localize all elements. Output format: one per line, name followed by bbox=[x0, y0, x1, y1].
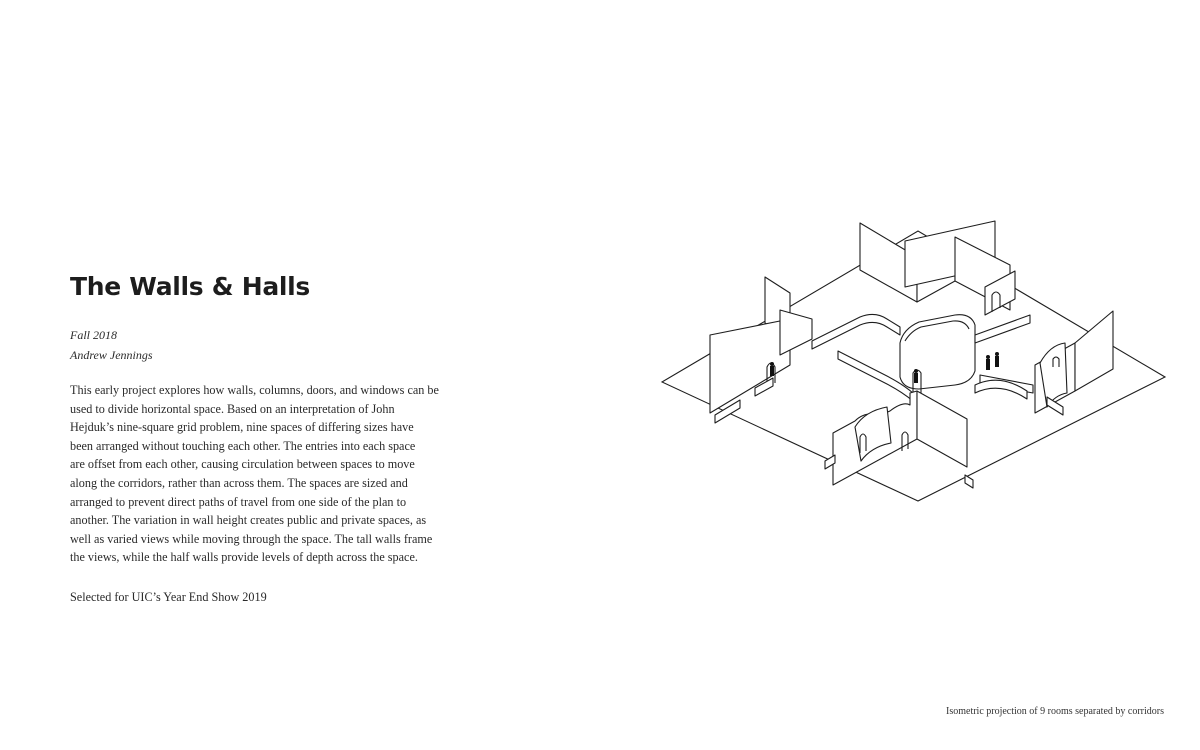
description-line: arranged to prevent direct paths of travel from one side of the plan to bbox=[70, 494, 407, 509]
page-title: The Walls & Halls bbox=[70, 272, 311, 301]
half-wall bbox=[975, 315, 1030, 343]
description-line: along the corridors, rather than across them. The spaces are sized and bbox=[70, 475, 408, 490]
project-meta bbox=[70, 325, 153, 365]
project-term: Fall 2018 bbox=[70, 328, 117, 342]
description-line: another. The variation in wall height creates public and private spaces, as bbox=[70, 513, 427, 528]
description-line: the views, while the half walls provide levels of depth across the space. bbox=[70, 550, 418, 565]
person-figure bbox=[914, 369, 918, 383]
figure-caption: Isometric projection of 9 rooms separated by corridors bbox=[946, 706, 1164, 717]
description-line: used to divide horizontal space. Based on an interpretation of John bbox=[70, 401, 395, 416]
exhibition-note: Selected for UIC’s Year End Show 2019 bbox=[70, 590, 267, 604]
project-description bbox=[70, 381, 460, 567]
tall-wall bbox=[710, 319, 790, 413]
description-line: Hejduk’s nine-square grid problem, nine spaces of differing sizes have bbox=[70, 420, 414, 435]
project-author: Andrew Jennings bbox=[70, 348, 153, 362]
description-line: are offset from each other, causing circulation between spaces to move bbox=[70, 457, 415, 472]
description-line: been arranged without touching each other. The entries into each space bbox=[70, 438, 416, 453]
tall-wall bbox=[780, 310, 812, 355]
description-line: well as varied views while moving through the space. The tall walls frame bbox=[70, 531, 433, 546]
half-wall bbox=[965, 475, 973, 488]
isometric-drawing bbox=[655, 215, 1175, 505]
curved-half-wall bbox=[812, 314, 900, 349]
central-block bbox=[900, 315, 975, 389]
tall-wall bbox=[917, 391, 967, 467]
description-line: This early project explores how walls, columns, doors, and windows can be bbox=[70, 383, 439, 397]
person-figure bbox=[986, 355, 990, 370]
person-figure bbox=[995, 352, 999, 367]
person-figure bbox=[770, 362, 774, 376]
tall-wall bbox=[1075, 311, 1113, 391]
